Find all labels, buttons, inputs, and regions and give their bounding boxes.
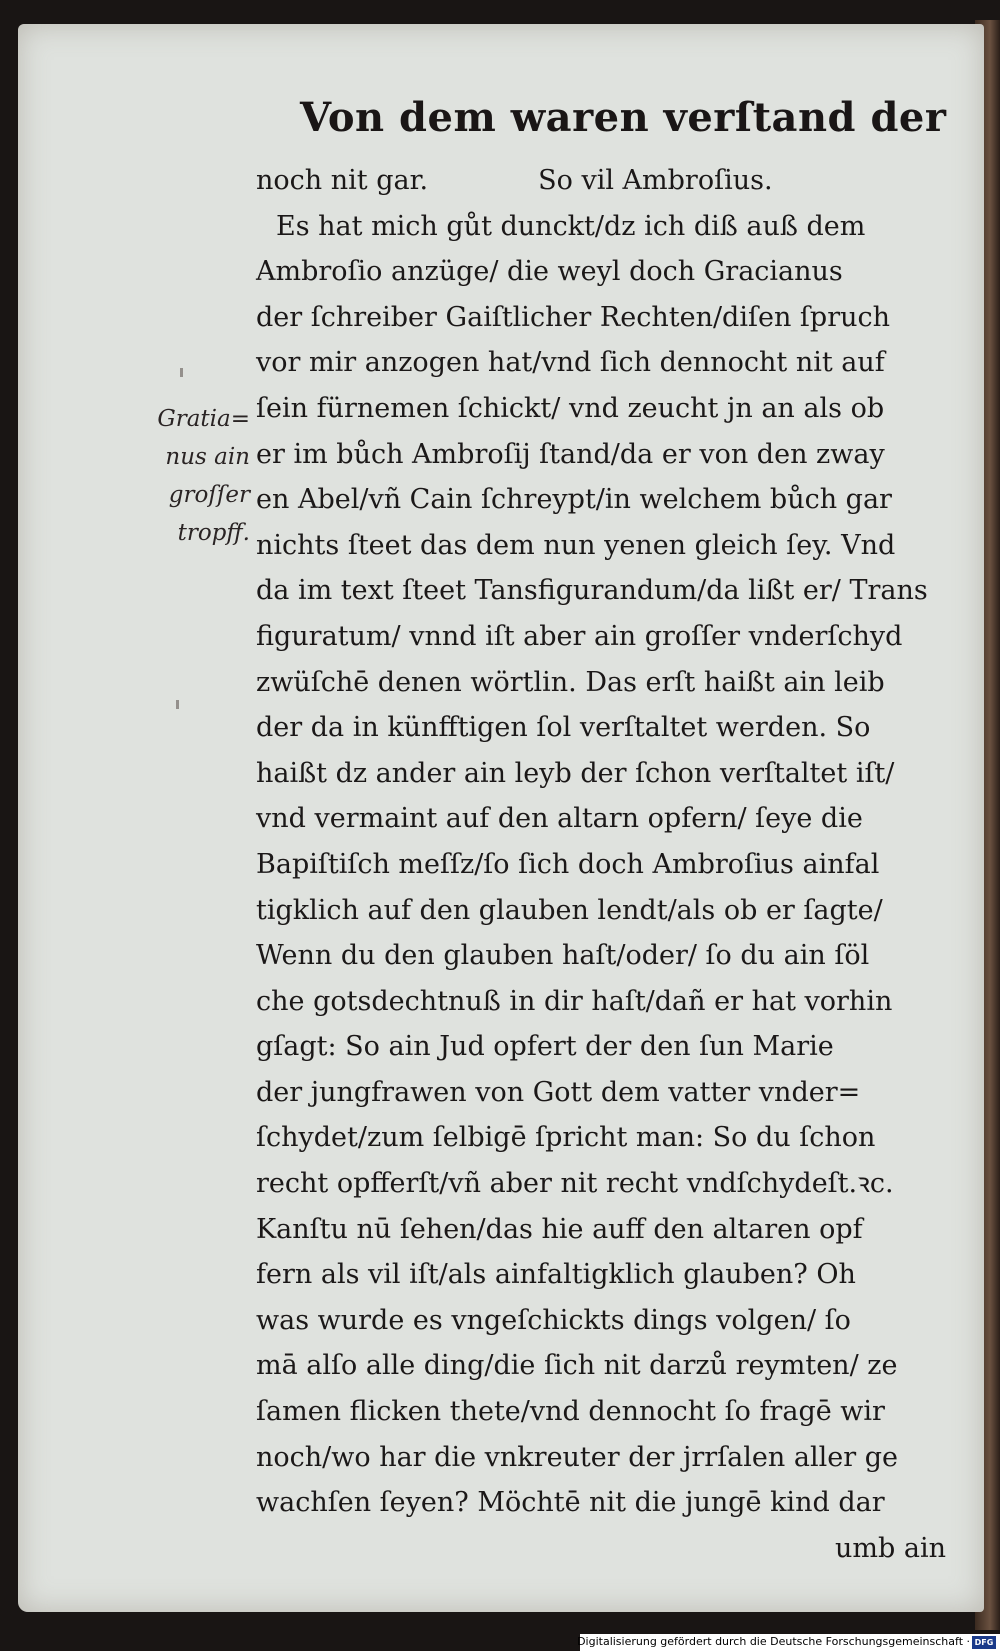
margin-note: [150, 400, 250, 552]
text-line: Wenn du den glauben haſt/oder/ ſo du ain ſöl: [256, 940, 870, 972]
text-line: ſein fürnemen ſchickt/ vnd zeucht jn an als ob: [256, 392, 885, 424]
text-line: ſchydet/zum ſelbigē ſpricht man: So du ſchon: [256, 1122, 876, 1154]
text-line: der da in künfftigen ſol verſtaltet werden. So: [256, 712, 871, 744]
text-line: figuratum/ vnnd iſt aber ain groſſer vnderſchyd: [256, 620, 903, 652]
margin-note-line: nus ain: [165, 444, 250, 470]
text-line: nichts ſteet das dem nun yenen gleich ſey. Vnd: [256, 529, 896, 561]
margin-note-line: Gratia=: [157, 406, 250, 432]
text-line: fern als vil iſt/als ainfaltigklich glauben? Oh: [256, 1259, 856, 1291]
text-line: che gotsdechtnuß in dir haſt/dañ er hat vorhin: [256, 985, 893, 1017]
text-line: da im text ſteet Tansfigurandum/da lißt er/ Trans: [256, 575, 928, 607]
text-line: gſagt: So ain Jud opfert der den ſun Marie: [256, 1031, 834, 1063]
text-line: [256, 158, 946, 204]
text-line: en Abel/vñ Cain ſchreypt/in welchem bůch gar: [256, 484, 892, 516]
text-line: vor mir anzogen hat/vnd ſich dennocht nit auf: [256, 347, 885, 379]
ink-speck: [180, 368, 183, 377]
text-line: Kanſtu nū ſehen/das hie auff den altaren opf: [256, 1213, 863, 1245]
text-line: wachſen ſeyen? Möchtē nit die jungē kind dar: [256, 1487, 885, 1519]
catchword: umb ain: [835, 1532, 946, 1564]
text-segment: So vil Ambroſius.: [538, 165, 773, 196]
text-line: noch/wo har die vnkreuter der jrrſalen aller ge: [256, 1441, 898, 1473]
text-line: Bapiſtiſch meſſz/ſo ſich doch Ambroſius ainfal: [256, 848, 880, 880]
text-line: der ſchreiber Gaiſtlicher Rechten/diſen ſpruch: [256, 301, 890, 333]
margin-note-line: groſſer: [168, 482, 250, 508]
text-line: Es hat mich gůt dunckt/dz ich diß auß dem: [276, 210, 866, 242]
text-line: haißt dz ander ain leyb der ſchon verſtaltet iſt/: [256, 757, 895, 789]
footer-credit: Digitalisierung gefördert durch die Deutsche Forschungsgemeinschaft ·: [577, 1635, 970, 1648]
text-line: tigklich auf den glauben lendt/als ob er ſagte/: [256, 894, 883, 926]
text-line: der jungfrawen von Gott dem vatter vnder=: [256, 1076, 861, 1108]
margin-note-line: tropff.: [177, 520, 250, 546]
text-line: was wurde es vngeſchickts dings volgen/ ſo: [256, 1304, 851, 1336]
text-line: mā alſo alle ding/die ſich nit darzů reymten/ ze: [256, 1350, 898, 1382]
text-line: zwüſchē denen wörtlin. Das erſt haißt ain leib: [256, 666, 885, 698]
running-header: Von dem waren verſtand der: [300, 94, 947, 141]
body-text: [256, 158, 946, 1571]
text-segment: noch nit gar.: [256, 165, 429, 196]
dfg-logo: DFG: [972, 1636, 996, 1649]
text-line: vnd vermaint auf den altarn opfern/ ſeye die: [256, 803, 863, 835]
ink-speck: [176, 700, 179, 709]
text-line: ſamen flicken thete/vnd dennocht ſo fragē wir: [256, 1396, 885, 1428]
text-line: recht opfferſt/vñ aber nit recht vndſchydeſt.ꝛc.: [256, 1168, 894, 1200]
text-line: Ambroſio anzüge/ die weyl doch Gracianus: [256, 256, 843, 288]
text-line: er im bůch Ambroſij ſtand/da er von den zway: [256, 438, 885, 470]
